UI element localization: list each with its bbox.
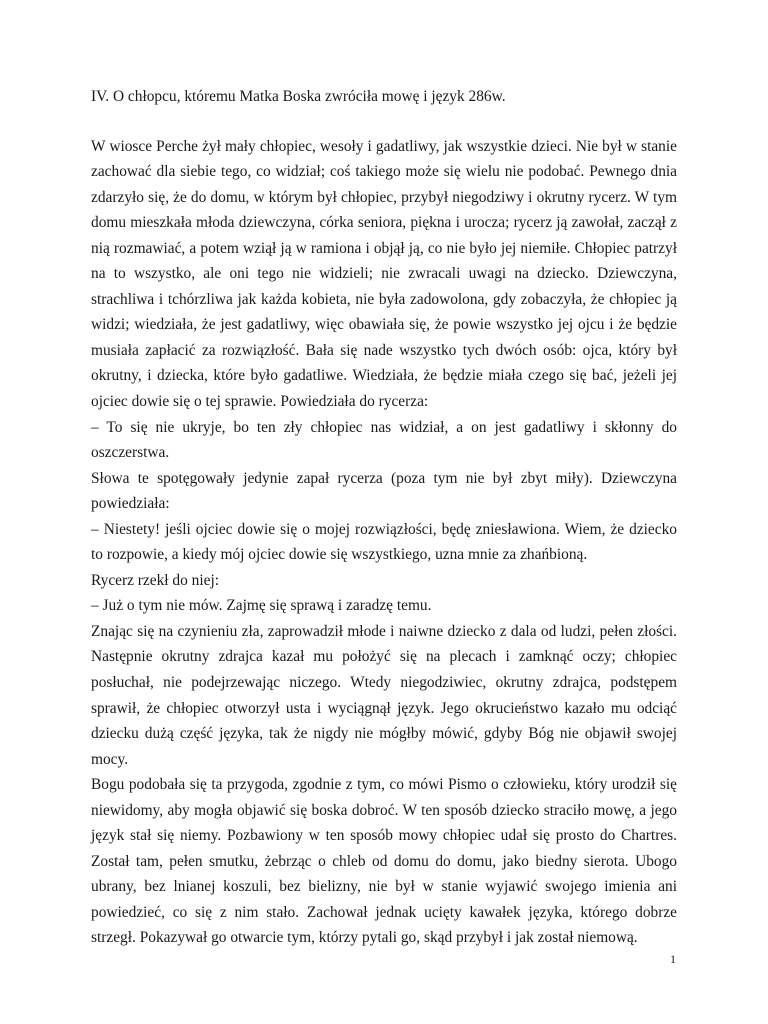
paragraph: Słowa te spotęgowały jedynie zapał rycerza (poza tym nie był zbyt miły). Dziewczyna powiedziała:: [91, 469, 677, 513]
paragraph: W wiosce Perche żył mały chłopiec, wesoły i gadatliwy, jak wszystkie dzieci. Nie był w stanie zachować dla siebie tego, co widział; coś takiego może się wielu nie podobać. Pewnego dnia zdarzyło się, że do domu, w którym był chłopiec, przybył niegodziwy i okrutny rycerz. W tym domu mieszkała młoda dziewczyna, córka seniora, piękna i urocza; rycerz ją zawołał, zaczął z nią rozmawiać, a potem wziął ją w ramiona i objął ją, co nie było jej niemiłe. Chłopiec patrzył na to wszystko, ale oni tego nie widzieli; nie zwracali uwagi na dziecko. Dziewczyna, strachliwa i tchórzliwa jak każda kobieta, nie była zadowolona, gdy zobaczyła, że chłopiec ją widzi; wiedziała, że jest gadatliwy, więc obawiała się, że powie wszystko jej ojcu i że będzie musiała zapłacić za rozwiązłość. Bała się nade wszystko tych dwóch osób: ojca, który był okrutny, i dziecka, które było gadatliwe. Wiedziała, że będzie miała czego się bać, jeżeli jej ojciec dowie się o tej sprawie. Powiedziała do rycerza:: [91, 137, 677, 410]
paragraph: Rycerz rzekł do niej:: [91, 571, 220, 589]
document-title: IV. O chłopcu, któremu Matka Boska zwróciła mowę i język 286w.: [91, 88, 506, 105]
document-body: [91, 134, 677, 952]
paragraph: – Niestety! jeśli ojciec dowie się o mojej rozwiązłości, będę zniesławiona. Wiem, że dziecko to rozpowie, a kiedy mój ojciec dowie się wszystkiego, uzna mnie za zhańbioną.: [91, 520, 677, 564]
page-content: [91, 84, 677, 951]
paragraph: Bogu podobała się ta przygoda, zgodnie z tym, co mówi Pismo o człowieku, który urodził się niewidomy, aby mogła objawić się boska dobroć. W ten sposób dziecko straciło mowę, a jego język stał się niemy. Pozbawiony w ten sposób mowy chłopiec udał się prosto do Chartres. Został tam, pełen smutku, żebrząc o chleb od domu do domu, jako biedny sierota. Ubogo ubrany, bez lnianej koszuli, bez bielizny, nie był w stanie wyjawić swojego imienia ani powiedzieć, co się z nim stało. Zachował jednak ucięty kawałek języka, którego dobrze strzegł. Pokazywał go otwarcie tym, którzy pytali go, skąd przybył i jak został niemową.: [91, 776, 677, 947]
paragraph: Znając się na czynieniu zła, zaprowadził młode i naiwne dziecko z dala od ludzi, pełen złości. Następnie okrutny zdrajca kazał mu położyć się na plecach i zamknąć oczy; chłopiec posłuchał, nie podejrzewając niczego. Wtedy niegodziwiec, okrutny zdrajca, podstępem sprawił, że chłopiec otworzył usta i wyciągnął język. Jego okrucieństwo kazało mu odciąć dziecku dużą część języka, tak że nigdy nie mógłby mówić, gdyby Bóg nie objawił swojej mocy.: [91, 622, 677, 768]
paragraph: – Już o tym nie mów. Zajmę się sprawą i zaradzę temu.: [91, 597, 432, 615]
paragraph: – To się nie ukryje, bo ten zły chłopiec nas widział, a on jest gadatliwy i skłonny do oszczerstwa.: [91, 418, 677, 462]
page-number: 1: [670, 952, 676, 966]
